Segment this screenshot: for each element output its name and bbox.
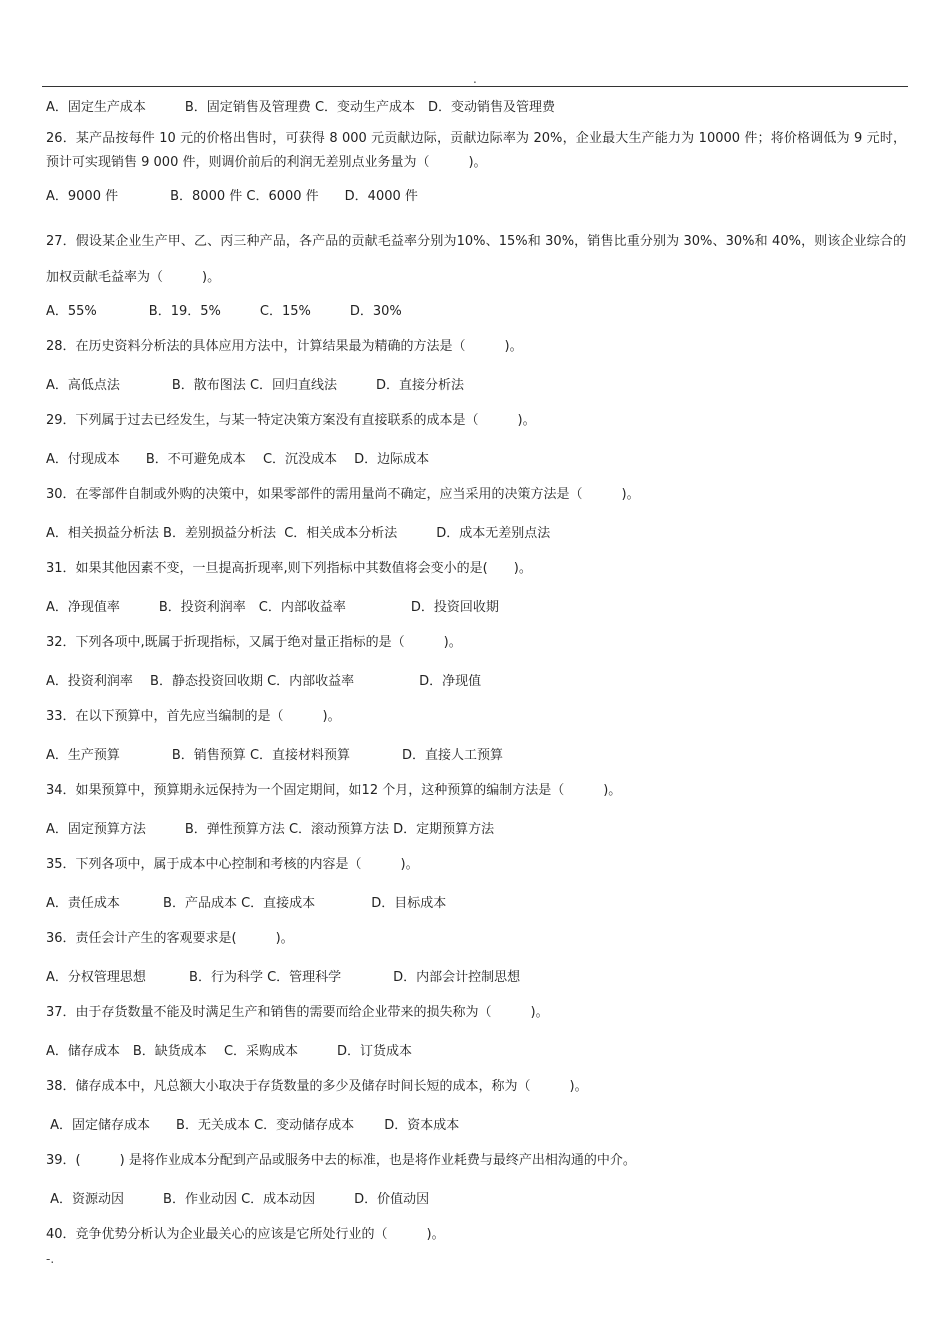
header-dot: .: [473, 72, 477, 86]
question-text: 38．储存成本中，凡总额大小取决于存货数量的多少及储存时间长短的成本，称为（ )。: [46, 1079, 588, 1094]
question-text: 34．如果预算中，预算期永远保持为一个固定期间，如12 个月，这种预算的编制方法是（ )。: [46, 783, 622, 798]
answer-options: A．固定生产成本 B．固定销售及管理费 C．变动生产成本 D．变动销售及管理费: [46, 100, 556, 115]
answer-options: A．责任成本 B．产品成本 C．直接成本 D．目标成本: [46, 896, 447, 911]
answer-options: A．生产预算 B．销售预算 C．直接材料预算 D．直接人工预算: [46, 748, 504, 763]
question-text: 39．( ) 是将作业成本分配到产品或服务中去的标准，也是将作业耗费与最终产出相沟通的中介。: [46, 1153, 636, 1168]
answer-options: A．付现成本 B．不可避免成本 C．沉没成本 D．边际成本: [46, 452, 430, 467]
answer-options: A．资源动因 B．作业动因 C．成本动因 D．价值动因: [46, 1192, 430, 1207]
document-body: [46, 98, 906, 1247]
answer-options: A．高低点法 B．散布图法 C．回归直线法 D．直接分析法: [46, 378, 465, 393]
question-text: 30．在零部件自制或外购的决策中，如果零部件的需用量尚不确定，应当采用的决策方法是（ )。: [46, 487, 640, 502]
question-text: 36．责任会计产生的客观要求是( )。: [46, 931, 294, 946]
answer-options: A．固定预算方法 B．弹性预算方法 C．滚动预算方法 D．定期预算方法: [46, 822, 495, 837]
header-rule: [42, 86, 908, 87]
answer-options: A．分权管理思想 B．行为科学 C．管理科学 D．内部会计控制思想: [46, 970, 521, 985]
question-text: 28．在历史资料分析法的具体应用方法中，计算结果最为精确的方法是（ )。: [46, 339, 523, 354]
question-text: 32．下列各项中,既属于折现指标，又属于绝对量正指标的是（ )。: [46, 635, 462, 650]
question-text: 37．由于存货数量不能及时满足生产和销售的需要而给企业带来的损失称为（ )。: [46, 1005, 549, 1020]
answer-options: A．投资利润率 B．静态投资回收期 C．内部收益率 D．净现值: [46, 674, 482, 689]
question-text: 26．某产品按每件 10 元的价格出售时，可获得 8 000 元贡献边际，贡献边际率为 20%，企业最大生产能力为 10000 件；将价格调低为 9 元时，预计可实现销售 9 000 件，则调价前后的利润无差别点业务量为（ )。: [46, 131, 906, 170]
question-text: 27．假设某企业生产甲、乙、丙三种产品，各产品的贡献毛益率分别为10%、15%和 30%，销售比重分别为 30%、30%和 40%，则该企业综合的加权贡献毛益率为（ )。: [46, 234, 906, 285]
answer-options: A．相关损益分析法 B．差别损益分析法 C．相关成本分析法 D．成本无差别点法: [46, 526, 551, 541]
footer-mark: -.: [46, 1252, 55, 1266]
question-text: 33．在以下预算中，首先应当编制的是（ )。: [46, 709, 341, 724]
question-text: 40．竞争优势分析认为企业最关心的应该是它所处行业的（ )。: [46, 1227, 445, 1242]
answer-options: A．55% B．19．5% C．15% D．30%: [46, 304, 402, 319]
answer-options: A．9000 件 B．8000 件 C．6000 件 D．4000 件: [46, 189, 418, 204]
question-text: 31．如果其他因素不变，一旦提高折现率,则下列指标中其数值将会变小的是( )。: [46, 561, 532, 576]
question-text: 29．下列属于过去已经发生，与某一特定决策方案没有直接联系的成本是（ )。: [46, 413, 536, 428]
answer-options: A．净现值率 B．投资利润率 C．内部收益率 D．投资回收期: [46, 600, 499, 615]
question-text: 35．下列各项中，属于成本中心控制和考核的内容是（ )。: [46, 857, 419, 872]
answer-options: A．储存成本 B．缺货成本 C．采购成本 D．订货成本: [46, 1044, 413, 1059]
answer-options: A．固定储存成本 B．无关成本 C．变动储存成本 D．资本成本: [46, 1118, 460, 1133]
